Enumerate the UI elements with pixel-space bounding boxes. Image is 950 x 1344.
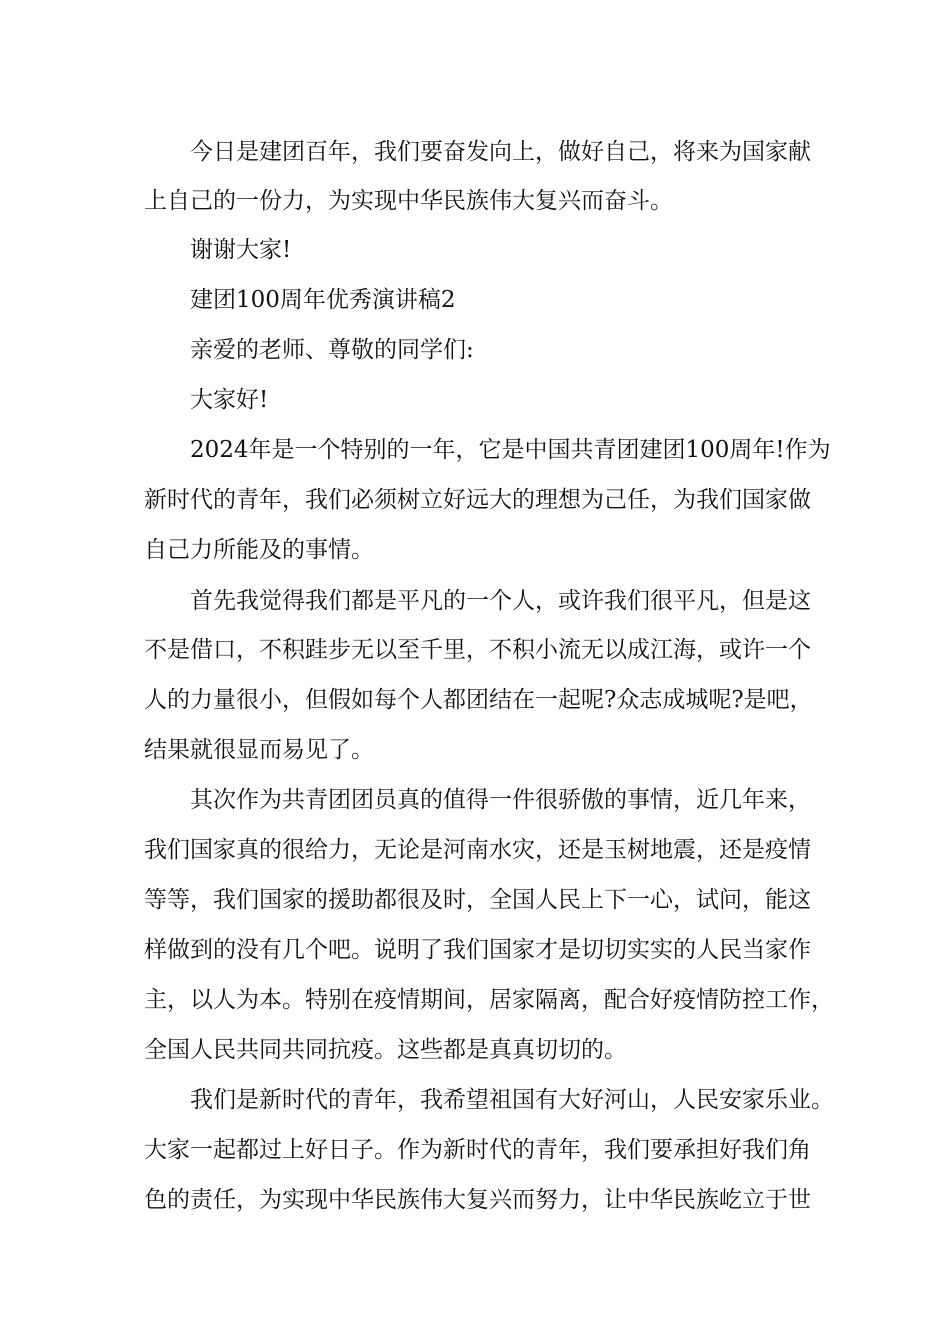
paragraph-line: 等等，我们国家的援助都很及时，全国人民上下一心，试问，能这 bbox=[144, 887, 811, 913]
paragraph-line: 不是借口，不积跬步无以至千里，不积小流无以成江海，或许一个 bbox=[144, 637, 811, 663]
paragraph-line: 上自己的一份力，为实现中华民族伟大复兴而奋斗。 bbox=[144, 188, 673, 214]
paragraph-line: 结果就很显而易见了。 bbox=[144, 737, 374, 763]
paragraph-line: 其次作为共青团团员真的值得一件很骄傲的事情，近几年来， bbox=[190, 787, 811, 813]
paragraph-line: 全国人民共同共同抗疫。这些都是真真切切的。 bbox=[144, 1037, 627, 1063]
greeting: 大家好! bbox=[190, 387, 269, 413]
paragraph-line: 2024年是一个特别的一年，它是中国共青团建团100周年!作为 bbox=[190, 437, 831, 463]
closing-line: 谢谢大家! bbox=[190, 237, 292, 263]
salutation: 亲爱的老师、尊敬的同学们: bbox=[190, 337, 474, 363]
paragraph-line: 我们是新时代的青年，我希望祖国有大好河山，人民安家乐业。 bbox=[190, 1087, 834, 1113]
paragraph-line: 今日是建团百年，我们要奋发向上，做好自己，将来为国家献 bbox=[190, 139, 811, 165]
paragraph-line: 大家一起都过上好日子。作为新时代的青年，我们要承担好我们角 bbox=[144, 1137, 811, 1163]
paragraph-line: 新时代的青年，我们必须树立好远大的理想为己任，为我们国家做 bbox=[144, 487, 811, 513]
paragraph-line: 自己力所能及的事情。 bbox=[144, 537, 374, 563]
section-title: 建团100周年优秀演讲稿2 bbox=[190, 287, 456, 313]
paragraph-line: 人的力量很小，但假如每个人都团结在一起呢?众志成城呢?是吧， bbox=[144, 687, 813, 713]
paragraph-line: 我们国家真的很给力，无论是河南水灾，还是玉树地震，还是疫情 bbox=[144, 837, 811, 863]
paragraph-line: 主，以人为本。特别在疫情期间，居家隔离，配合好疫情防控工作， bbox=[144, 987, 834, 1013]
paragraph-line: 色的责任，为实现中华民族伟大复兴而努力，让中华民族屹立于世 bbox=[144, 1187, 811, 1213]
paragraph-line: 首先我觉得我们都是平凡的一个人，或许我们很平凡，但是这 bbox=[190, 588, 811, 614]
paragraph-line: 样做到的没有几个吧。说明了我们国家才是切切实实的人民当家作 bbox=[144, 937, 811, 963]
